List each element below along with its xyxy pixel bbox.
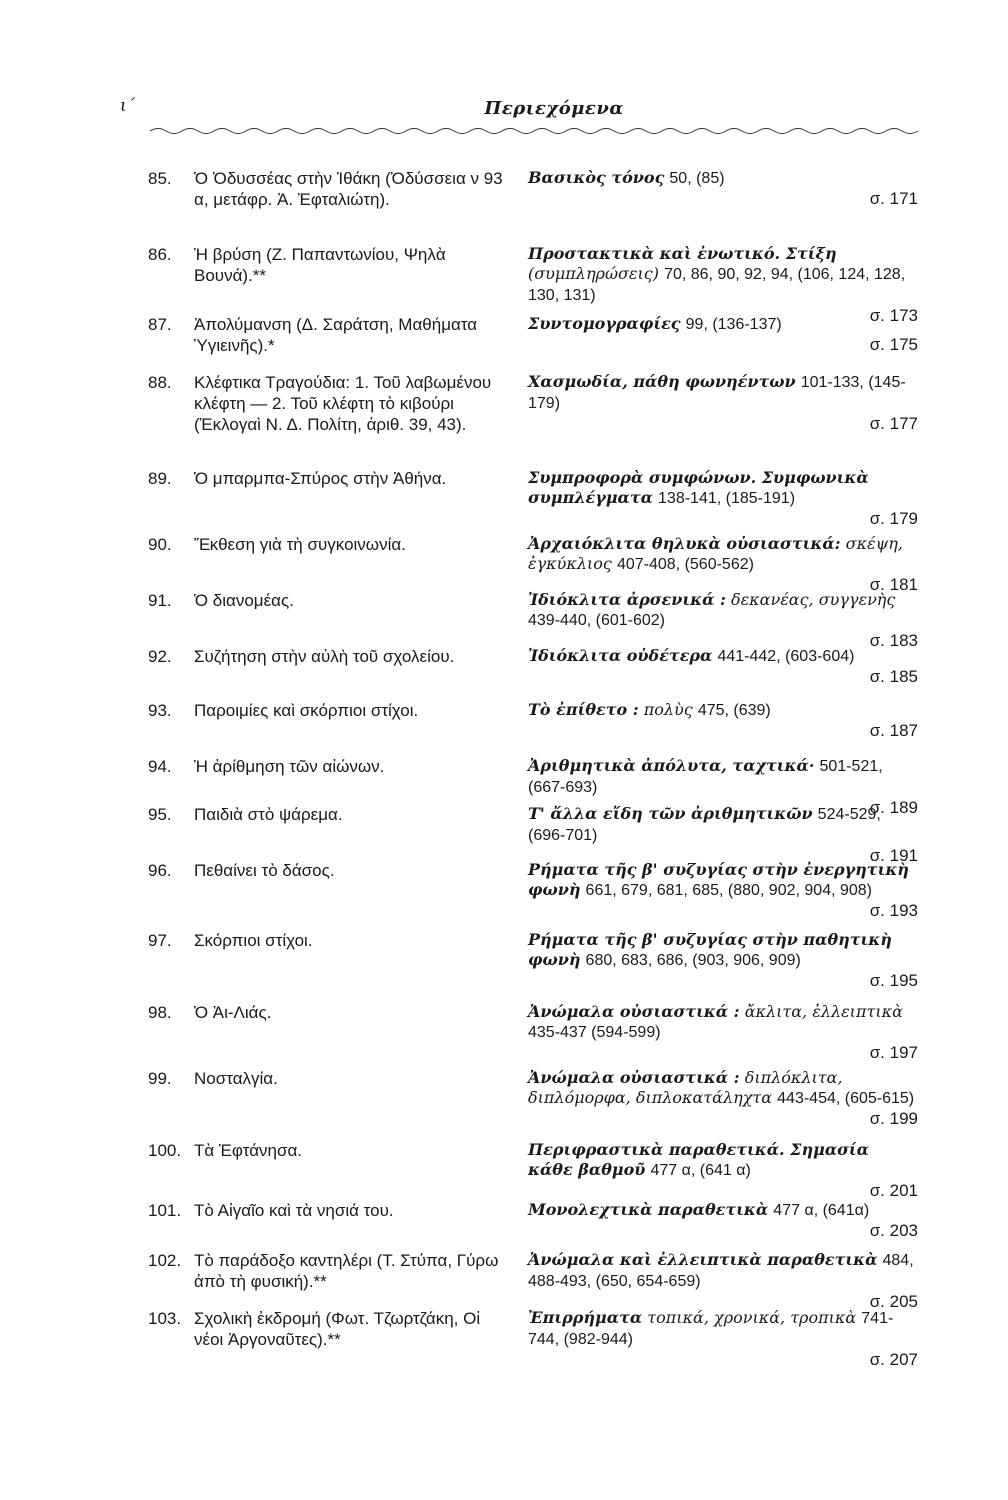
grammar-examples: ἄκλιτα, ἐλλειπτικὰ xyxy=(744,1002,903,1021)
grammar-topic xyxy=(528,1200,918,1241)
paragraph-references: 99, (136-137) xyxy=(685,316,782,333)
page-reference: σ. 171 xyxy=(869,189,918,208)
page-reference: σ. 203 xyxy=(869,1221,918,1240)
page-reference: σ. 207 xyxy=(869,1350,918,1369)
entry-title: Ἡ ἀρίθμηση τῶν αἰώνων. xyxy=(194,757,385,776)
grammar-heading: Συντομογραφίες xyxy=(528,314,681,333)
page-reference: σ. 191 xyxy=(869,846,918,865)
paragraph-references: 443-454, (605-615) xyxy=(777,1090,915,1107)
entry-number: 88. xyxy=(148,373,172,392)
entry-number: 102. xyxy=(148,1251,182,1270)
grammar-heading: Ἰδιόκλιτα οὐδέτερα xyxy=(528,646,713,665)
grammar-topic xyxy=(528,1250,918,1312)
paragraph-references: 484, 488-493, (650, 654-659) xyxy=(528,1252,914,1290)
page-reference: σ. 187 xyxy=(869,721,918,740)
paragraph-references: 70, 86, 90, 92, 94, (106, 124, 128, 130, 131) xyxy=(528,266,906,304)
page-reference: σ. 173 xyxy=(869,306,918,325)
grammar-heading: Ἀριθμητικὰ ἀπόλυτα, ταχτικά· xyxy=(528,756,815,775)
grammar-heading: Ρήματα τῆς β' συζυγίας στὴν ἐνεργητικὴ φωνὴ xyxy=(528,860,909,899)
grammar-heading: Χασμωδία, πάθη φωνηέντων xyxy=(528,372,796,391)
page-reference: σ. 205 xyxy=(869,1292,918,1311)
grammar-examples: πολὺς xyxy=(643,700,693,719)
entry-number: 97. xyxy=(148,931,172,950)
grammar-topic xyxy=(528,930,918,991)
grammar-heading: Ἀνώμαλα οὐσιαστικά : xyxy=(528,1002,740,1021)
entry-number: 85. xyxy=(148,169,172,188)
page-reference: σ. 195 xyxy=(869,971,918,990)
entry-title: Τὸ Αἰγαῖο καὶ τὰ νησιά του. xyxy=(194,1201,394,1220)
grammar-topic xyxy=(528,1002,918,1063)
grammar-heading: Ἀρχαιόκλιτα θηλυκὰ οὐσιαστικά: xyxy=(528,534,841,553)
entry-title: Ὁ μπαρμπα-Σπύρος στὴν Ἀθήνα. xyxy=(194,469,447,488)
paragraph-references: 477 α, (641α) xyxy=(773,1202,870,1219)
page-reference: σ. 199 xyxy=(869,1109,918,1128)
page-reference: σ. 179 xyxy=(869,509,918,528)
entry-title: Νοσταλγία. xyxy=(194,1069,278,1088)
grammar-topic xyxy=(528,372,918,434)
entry-title: Τὸ παράδοξο καντηλέρι (Τ. Στύπα, Γύρω ἀπὸ τὴ φυσική).** xyxy=(194,1251,499,1291)
entry-number: 103. xyxy=(148,1309,182,1328)
grammar-examples: διπλόκλιτα, διπλόμορφα, διπλοκατάληχτα xyxy=(528,1068,843,1107)
entry-number: 86. xyxy=(148,245,172,264)
page-reference: σ. 193 xyxy=(869,901,918,920)
grammar-examples: τοπικά, χρονικά, τροπικὰ xyxy=(647,1308,857,1327)
paragraph-references: 439-440, (601-602) xyxy=(528,612,665,629)
grammar-topic xyxy=(528,1308,918,1370)
paragraph-references: 101-133, (145-179) xyxy=(528,374,906,412)
grammar-topic xyxy=(528,646,918,687)
entry-number: 95. xyxy=(148,805,172,824)
grammar-heading: Τ' ἄλλα εἴδη τῶν ἀριθμητικῶν xyxy=(528,804,813,823)
page-reference: σ. 185 xyxy=(869,667,918,686)
page-reference: σ. 201 xyxy=(869,1181,918,1200)
grammar-topic xyxy=(528,314,918,355)
entry-number: 91. xyxy=(148,591,172,610)
grammar-examples: σκέψη, ἐγκύκλιος xyxy=(528,534,903,573)
paragraph-references: 741-744, (982-944) xyxy=(528,1310,894,1348)
entry-title: Ἀπολύμανση (Δ. Σαράτση, Μαθήματα Ὑγιεινῆς).* xyxy=(194,315,478,355)
grammar-heading: Βασικὸς τόνος xyxy=(528,168,665,187)
paragraph-references: 524-529, (696-701) xyxy=(528,806,881,844)
entry-title: Πεθαίνει τὸ δάσος. xyxy=(194,861,335,880)
entry-title: Ἔκθεση γιὰ τὴ συγκοινωνία. xyxy=(194,535,406,554)
grammar-examples: (συμπληρώσεις) xyxy=(528,264,659,283)
page-number: ι΄ xyxy=(120,96,136,116)
paragraph-references: 477 α, (641 α) xyxy=(650,1162,751,1179)
entry-number: 87. xyxy=(148,315,172,334)
grammar-topic xyxy=(528,1140,918,1201)
entry-number: 96. xyxy=(148,861,172,880)
entry-title: Τὰ Ἑφτάνησα. xyxy=(194,1141,303,1160)
paragraph-references: 50, (85) xyxy=(669,170,725,187)
page-reference: σ. 177 xyxy=(869,414,918,433)
grammar-heading: Τὸ ἐπίθετο : xyxy=(528,700,639,719)
paragraph-references: 435-437 (594-599) xyxy=(528,1024,661,1041)
paragraph-references: 475, (639) xyxy=(697,702,771,719)
entry-number: 94. xyxy=(148,757,172,776)
grammar-heading: Ἀνώμαλα καὶ ἐλλειπτικὰ παραθετικὰ xyxy=(528,1250,878,1269)
grammar-heading: Μονολεχτικὰ παραθετικὰ xyxy=(528,1200,769,1219)
paragraph-references: 501-521, (667-693) xyxy=(528,758,883,796)
grammar-topic xyxy=(528,700,918,741)
paragraph-references: 661, 679, 681, 685, (880, 902, 904, 908) xyxy=(585,882,872,899)
entry-title: Ὁ διανομέας. xyxy=(194,591,294,610)
page-reference: σ. 183 xyxy=(869,631,918,650)
entry-number: 89. xyxy=(148,469,172,488)
page-reference: σ. 175 xyxy=(869,335,918,354)
entry-title: Σκόρπιοι στίχοι. xyxy=(194,931,313,950)
grammar-heading: Ρήματα τῆς β' συζυγίας στὴν παθητικὴ φωνὴ xyxy=(528,930,892,969)
page-reference: σ. 197 xyxy=(869,1043,918,1062)
wavy-divider xyxy=(150,126,920,136)
entry-number: 90. xyxy=(148,535,172,554)
grammar-heading: Ἀνώμαλα οὐσιαστικά : xyxy=(528,1068,740,1087)
entry-number: 93. xyxy=(148,701,172,720)
paragraph-references: 138-141, (185-191) xyxy=(658,490,796,507)
grammar-heading: Συμπροφορὰ συμφώνων. Συμφωνικὰ συμπλέγματα xyxy=(528,468,869,507)
entry-title: Ἡ βρύση (Ζ. Παπαντωνίου, Ψηλὰ Βουνά).** xyxy=(194,245,446,285)
grammar-topic xyxy=(528,590,918,651)
entry-title: Κλέφτικα Τραγούδια: 1. Τοῦ λαβωμένου κλέφτη — 2. Τοῦ κλέφτη τὸ κιβούρι (Ἐκλογαὶ Ν. Δ. Πολίτη, ἀριθ. 39, 43). xyxy=(194,373,492,434)
grammar-topic xyxy=(528,860,918,921)
entry-title: Ὁ Ὀδυσσέας στὴν Ἰθάκη (Ὀδύσσεια ν 93 α, μετάφρ. Ἀ. Ἐφταλιώτη). xyxy=(194,169,503,209)
paragraph-references: 680, 683, 686, (903, 906, 909) xyxy=(585,952,801,969)
grammar-topic xyxy=(528,1068,918,1129)
entry-title: Παιδιὰ στὸ ψάρεμα. xyxy=(194,805,343,824)
entry-title: Ὁ Ἁι-Λιάς. xyxy=(194,1003,272,1022)
entry-number: 100. xyxy=(148,1141,182,1160)
grammar-examples: δεκανέας, συγγενὴς xyxy=(730,590,896,609)
grammar-heading: Ἐπιρρήματα xyxy=(528,1308,643,1327)
entry-title: Σχολικὴ ἐκδρομή (Φωτ. Τζωρτζάκη, Οἱ νέοι Ἀργοναῦτες).** xyxy=(194,1309,481,1349)
entry-title: Παροιμίες καὶ σκόρπιοι στίχοι. xyxy=(194,701,419,720)
grammar-topic xyxy=(528,804,918,866)
entry-number: 101. xyxy=(148,1201,182,1220)
paragraph-references: 407-408, (560-562) xyxy=(616,556,754,573)
page-reference: σ. 181 xyxy=(869,575,918,594)
entry-title: Συζήτηση στὴν αὐλὴ τοῦ σχολείου. xyxy=(194,647,455,666)
entry-number: 92. xyxy=(148,647,172,666)
grammar-heading: Περιφραστικὰ παραθετικά. Σημασία κάθε βαθμοῦ xyxy=(528,1140,869,1179)
grammar-topic xyxy=(528,468,918,529)
grammar-heading: Ἰδιόκλιτα ἀρσενικά : xyxy=(528,590,726,609)
entry-number: 99. xyxy=(148,1069,172,1088)
grammar-topic xyxy=(528,534,918,595)
grammar-topic xyxy=(528,168,918,209)
entry-number: 98. xyxy=(148,1003,172,1022)
paragraph-references: 441-442, (603-604) xyxy=(717,648,855,665)
grammar-heading: Προστακτικὰ καὶ ἐνωτικό. Στίξη xyxy=(528,244,837,263)
page-title: Περιεχόμενα xyxy=(484,98,624,119)
page-reference: σ. 189 xyxy=(869,798,918,817)
